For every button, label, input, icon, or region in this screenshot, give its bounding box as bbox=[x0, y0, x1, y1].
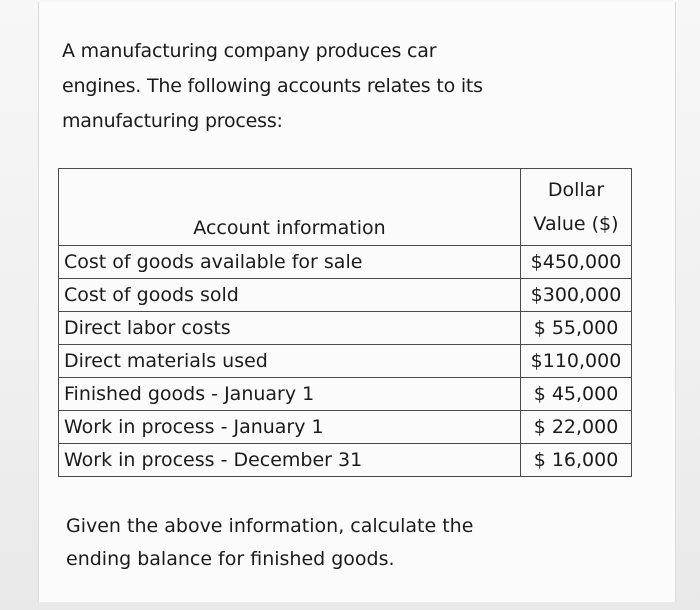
value-cell: $450,000 bbox=[521, 246, 632, 279]
table-row bbox=[59, 411, 632, 444]
value-cell: $ 22,000 bbox=[521, 411, 632, 444]
table-row bbox=[59, 378, 632, 411]
account-cell: Finished goods - January 1 bbox=[59, 378, 521, 411]
question-line: engines. The following accounts relates to its bbox=[62, 75, 483, 97]
instruction-line: Given the above information, calculate the bbox=[66, 515, 474, 537]
header-dollar-value bbox=[521, 169, 632, 246]
accounts-table bbox=[58, 168, 632, 477]
value-cell: $300,000 bbox=[521, 279, 632, 312]
table-row bbox=[59, 444, 632, 477]
header-value-line: Value ($) bbox=[533, 213, 619, 235]
table-row bbox=[59, 246, 632, 279]
question-text bbox=[62, 34, 532, 139]
value-cell: $ 16,000 bbox=[521, 444, 632, 477]
header-account-information: Account information bbox=[59, 169, 521, 246]
instruction-line: ending balance for finished goods. bbox=[66, 548, 395, 570]
account-cell: Direct labor costs bbox=[59, 312, 521, 345]
account-cell: Work in process - January 1 bbox=[59, 411, 521, 444]
account-cell: Direct materials used bbox=[59, 345, 521, 378]
table-header-row bbox=[59, 169, 632, 246]
account-cell: Cost of goods available for sale bbox=[59, 246, 521, 279]
question-line: A manufacturing company produces car bbox=[62, 40, 437, 62]
value-cell: $ 55,000 bbox=[521, 312, 632, 345]
table-row bbox=[59, 279, 632, 312]
account-cell: Cost of goods sold bbox=[59, 279, 521, 312]
value-cell: $ 45,000 bbox=[521, 378, 632, 411]
question-line: manufacturing process: bbox=[62, 110, 283, 132]
header-value-line: Dollar bbox=[547, 179, 605, 201]
table-row bbox=[59, 312, 632, 345]
account-cell: Work in process - December 31 bbox=[59, 444, 521, 477]
instruction-text bbox=[66, 510, 506, 576]
value-cell: $110,000 bbox=[521, 345, 632, 378]
table-row bbox=[59, 345, 632, 378]
